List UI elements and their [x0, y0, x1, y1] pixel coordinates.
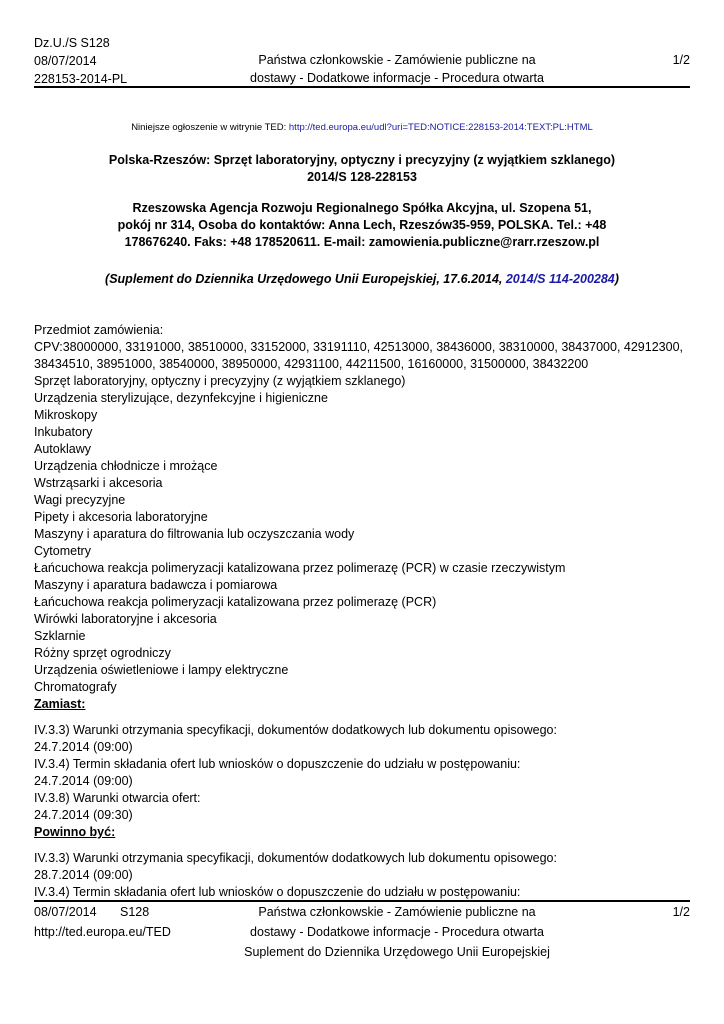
subject-section: [34, 322, 690, 696]
footer-title-line: Suplement do Dziennika Urzędowego Unii Europejskiej: [244, 945, 550, 959]
header-page-number: 1/2: [672, 53, 690, 67]
cpv-item: Różny sprzęt ogrodniczy: [34, 646, 171, 660]
cpv-item: Inkubatory: [34, 425, 93, 439]
instead-line: 24.7.2014 (09:00): [34, 774, 133, 788]
ted-notice-link[interactable]: http://ted.europa.eu/udl?uri=TED:NOTICE:228153-2014:TEXT:PL:HTML: [288, 122, 593, 133]
section-gap: [34, 713, 690, 722]
notice-number: 2014/S 128-228153: [307, 170, 417, 184]
notice-title: [60, 152, 664, 186]
should-line: IV.3.4) Termin składania ofert lub wniosków o dopuszczenie do udziału w postępowaniu:: [34, 885, 521, 899]
cpv-item: Sprzęt laboratoryjny, optyczny i precyzyjny (z wyjątkiem szklanego): [34, 374, 406, 388]
footer-series: S128: [120, 905, 150, 919]
instead-line: IV.3.8) Warunki otwarcia ofert:: [34, 791, 201, 805]
cpv-item: Wstrząsarki i akcesoria: [34, 476, 163, 490]
cpv-item: Urządzenia sterylizujące, dezynfekcyjne i higieniczne: [34, 391, 328, 405]
footer-title: [190, 902, 604, 962]
should-section: [34, 850, 690, 901]
cpv-item: Mikroskopy: [34, 408, 98, 422]
cpv-item: Chromatografy: [34, 680, 117, 694]
ted-notice-text: Niniejsze ogłoszenie w witrynie TED:: [131, 122, 289, 133]
supplement-suffix: ): [614, 272, 619, 286]
instead-line: IV.3.3) Warunki otrzymania specyfikacji, dokumentów dodatkowych lub dokumentu opisowego:: [34, 723, 557, 737]
header-reference: [34, 34, 127, 88]
should-line: 28.7.2014 (09:00): [34, 868, 133, 882]
header-divider: [34, 86, 690, 88]
cpv-item: Urządzenia oświetleniowe i lampy elektryczne: [34, 663, 289, 677]
ted-notice: [34, 122, 690, 134]
header-title: [190, 51, 604, 87]
cpv-codes: CPV:38000000, 33191000, 38510000, 33152000, 33191110, 42513000, 38436000, 38310000, 38437000, 42912300,: [34, 340, 683, 354]
supplement-link[interactable]: 2014/S 114-200284: [505, 272, 615, 286]
instead-section: [34, 722, 690, 824]
cpv-item: Maszyny i aparatura do filtrowania lub oczyszczania wody: [34, 527, 355, 541]
header-journal-ref: Dz.U./S S128: [34, 36, 110, 50]
section-gap: [34, 841, 690, 850]
subject-heading: Przedmiot zamówienia:: [34, 323, 164, 337]
header-date: 08/07/2014: [34, 54, 97, 68]
instead-line: IV.3.4) Termin składania ofert lub wniosków o dopuszczenie do udziału w postępowaniu:: [34, 757, 521, 771]
cpv-item: Maszyny i aparatura badawcza i pomiarowa: [34, 578, 278, 592]
cpv-item: Wagi precyzyjne: [34, 493, 126, 507]
header-notice-number: 228153-2014-PL: [34, 72, 128, 86]
cpv-item: Łańcuchowa reakcja polimeryzacji katalizowana przez polimerazę (PCR): [34, 595, 437, 609]
cpv-item: Łańcuchowa reakcja polimeryzacji katalizowana przez polimerazę (PCR) w czasie rzeczywistym: [34, 561, 566, 575]
footer-date: 08/07/2014: [34, 905, 97, 919]
cpv-item: Wirówki laboratoryjne i akcesoria: [34, 612, 217, 626]
cpv-item: Urządzenia chłodnicze i mrożące: [34, 459, 218, 473]
instead-heading: Zamiast:: [34, 697, 86, 711]
cpv-item: Pipety i akcesoria laboratoryjne: [34, 510, 208, 524]
footer-url[interactable]: http://ted.europa.eu/TED: [34, 925, 171, 939]
cpv-item: Cytometry: [34, 544, 91, 558]
footer-page-number: 1/2: [672, 905, 690, 919]
contracting-authority: [60, 200, 664, 251]
notice-title-line: Polska-Rzeszów: Sprzęt laboratoryjny, optyczny i precyzyjny (z wyjątkiem szklanego): [108, 153, 616, 167]
should-heading: Powinno być:: [34, 825, 116, 839]
contact-line: pokój nr 314, Osoba do kontaktów: Anna Lech, Rzeszów35-959, POLSKA. Tel.: +48: [117, 218, 607, 232]
header-title-line: dostawy - Dodatkowe informacje - Procedura otwarta: [250, 71, 544, 85]
cpv-item: Szklarnie: [34, 629, 86, 643]
supplement-reference: [34, 271, 690, 288]
footer-reference: [34, 902, 171, 942]
supplement-prefix: (Suplement do Dziennika Urzędowego Unii Europejskiej, 17.6.2014,: [105, 272, 506, 286]
header-title-line: Państwa członkowskie - Zamówienie publiczne na: [258, 53, 536, 67]
contact-line: 178676240. Faks: +48 178520611. E-mail: zamowienia.publiczne@rarr.rzeszow.pl: [124, 235, 600, 249]
footer-title-line: Państwa członkowskie - Zamówienie publiczne na: [258, 905, 536, 919]
instead-line: 24.7.2014 (09:00): [34, 740, 133, 754]
notice-body: [34, 322, 690, 901]
contact-line: Rzeszowska Agencja Rozwoju Regionalnego Spółka Akcyjna, ul. Szopena 51,: [132, 201, 592, 215]
instead-line: 24.7.2014 (09:30): [34, 808, 133, 822]
cpv-codes: 38434510, 38951000, 38540000, 38950000, 42931100, 44211500, 16160000, 31500000, 38432200: [34, 357, 589, 371]
footer-title-line: dostawy - Dodatkowe informacje - Procedura otwarta: [250, 925, 544, 939]
cpv-item: Autoklawy: [34, 442, 91, 456]
should-line: IV.3.3) Warunki otrzymania specyfikacji, dokumentów dodatkowych lub dokumentu opisowego:: [34, 851, 557, 865]
